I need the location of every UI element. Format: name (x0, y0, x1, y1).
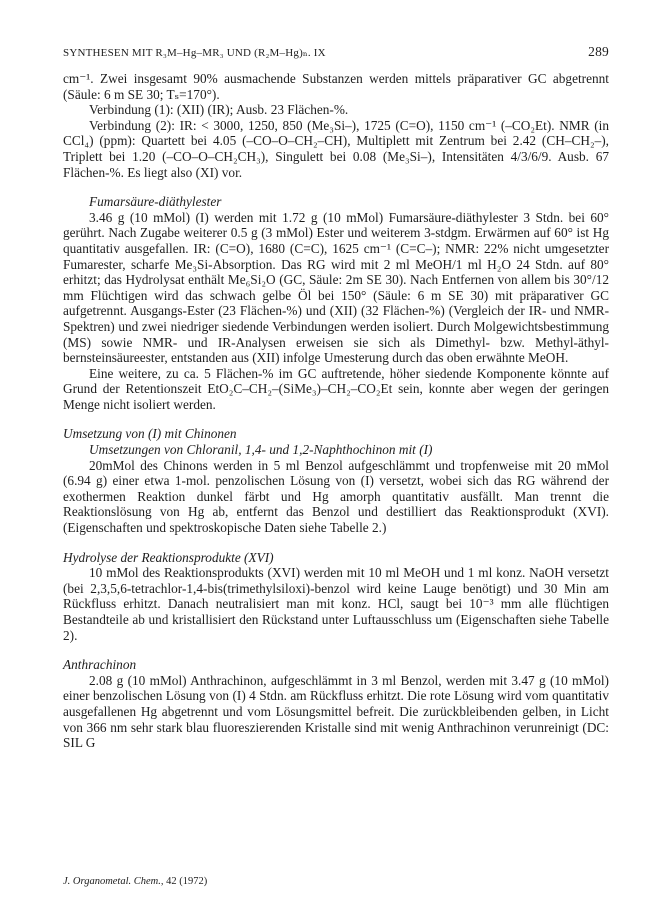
section-gap (63, 180, 609, 194)
paragraph: Eine weitere, zu ca. 5 Flächen-% im GC auftretende, höher siedende Komponente könnte auf Grund der Retentionszeit EtO₂C–CH₂–(SiMe₃)–CH₂–CO₂Et sein, konnte aber wegen der geringen Menge nicht isoliert werden. (63, 365, 609, 412)
running-header (63, 44, 609, 60)
paragraph: cm⁻¹. Zwei insgesamt 90% ausmachende Substanzen werden mittels präparativer GC abgetrennt (Säule: 6 m SE 30; Tₛ=170°). (63, 71, 609, 102)
paragraph: 2.08 g (10 mMol) Anthrachinon, aufgeschlämmt in 3 ml Benzol, werden mit 3.47 g (10 mMol) einer benzolischen Lösung von (I) 4 Stdn. am Rückfluss erhitzt. Die rote Lösung wird vom quantitativ ausgefallenen Hg abgetrennt und vom Lösungsmittel befreit. Die zurückbleibenden gelben, in Licht von 366 nm sehr stark blau fluoreszierenden Kristalle sind mit wenig Anthrachinon verunreinigt (DC: SIL G (63, 672, 609, 751)
footer-issue: 42 (1972) (166, 876, 208, 887)
subsection-heading: Umsetzungen von Chloranil, 1,4- und 1,2-Naphthochinon mit (I) (89, 442, 433, 458)
running-title: SYNTHESEN MIT R₃M–Hg–MR₃ UND (R₂M–Hg)ₙ. IX (63, 47, 326, 59)
section-heading: Umsetzung von (I) mit Chinonen (63, 426, 237, 442)
section-heading: Anthrachinon (63, 657, 137, 673)
footer-journal: J. Organometal. Chem. (63, 876, 161, 887)
section-gap (63, 412, 609, 426)
page-number: 289 (588, 44, 609, 59)
footer-citation: J. Organometal. Chem., 42 (1972) (63, 876, 208, 887)
section-heading: Hydrolyse der Reaktionsprodukte (XVI) (63, 549, 274, 565)
paragraph: Verbindung (1): (XII) (IR); Ausb. 23 Flächen-%. (89, 102, 349, 118)
paragraph: 20mMol des Chinons werden in 5 ml Benzol aufgeschlämmt und tropfenweise mit 20 mMol (6.94 g) einer etwa 1-mol. penzolischen Lösung von (I) versetzt, wobei sich das RG während der exothermen Reaktion dunkel färbt und Hg amorph quantitativ ausfällt. Man trennt die Reaktionslösung von Hg ab, entfernt das Benzol und destilliert das Reaktionsprodukt (XVI). (Eigenschaften und spektroskopische Daten siehe Tabelle 2.) (63, 457, 609, 536)
body-text (63, 71, 609, 751)
subsection-heading: Fumarsäure-diäthylester (89, 194, 222, 210)
paragraph: 10 mMol des Reaktionsprodukts (XVI) werden mit 10 ml MeOH und 1 ml konz. NaOH versetzt (bei 2,3,5,6-tetrachlor-1,4-bis(trimethylsiloxi)-benzol wird keine Lauge benötigt) und 30 Min am Rückfluss erhitzt. Danach neutralisiert man mit konz. HCl, saugt bei 10⁻³ mm alle flüchtigen Bestandteile ab und kristallisiert den Rückstand unter Luftausschluss um (Eigenschaften siehe Tabelle 2). (63, 565, 609, 643)
journal-page (63, 44, 609, 751)
paragraph: Verbindung (2): IR: < 3000, 1250, 850 (Me₃Si–), 1725 (C=O), 1150 cm⁻¹ (–CO₂Et). NMR (in CCl₄) (ppm): Quartett bei 4.05 (–CO–O–CH₂–CH), Multiplett mit Zentrum bei 2.42 (CH–CH₂–), Triplett bei 1.20 (–CO–O–CH₂CH₃), Singulett bei 0.08 (Me₃Si–), Intensitäten 4/3/6/9. Ausb. 67 Flächen-%. Es liegt also (XI) vor. (63, 117, 609, 180)
section-gap (63, 643, 609, 657)
paragraph: 3.46 g (10 mMol) (I) werden mit 1.72 g (10 mMol) Fumarsäure-diäthylester 3 Stdn. bei 60° gerührt. Nach Zugabe weiterer 0.5 g (3 mMol) Ester und weiterem 3-stdgm. Erwärmen auf 60° ist Hg quantitativ ausgefallen. IR: (C=O), 1680 (C=C), 1625 cm⁻¹ (C=C–); NMR: 22% nicht umgesetzter Fumarester, scharfe Me₃Si-Absorption. Das RG wird mit 2 ml MeOH/1 ml H₂O 24 Stdn. auf 80° erhitzt; das Hydrolysat enthält Me₆Si₂O (GC, Säule: 2m SE 30). Nach Entfernen von allem bis 30°/12 mm Flüchtigen wird das schwach gelbe Öl bei 150° (Säule: 6 m SE 30) mit präparativer GC aufgetrennt. Ausgangs-Ester (23 Flächen-%) und (XII) (32 Flächen-%) (Vergleich der IR- und NMR-Spektren) und zwei niedriger siedende Verbindungen werden isoliert. Durch Molgewichtsbestimmung (MS) sowie NMR- und IR-Analysen erweisen sie sich als Dimethyl- bzw. Methyl-äthyl-bernsteinsäureester, entstanden aus (XII) infolge Umesterung durch das oben erwähnte MeOH. (63, 209, 609, 366)
section-gap (63, 536, 609, 550)
